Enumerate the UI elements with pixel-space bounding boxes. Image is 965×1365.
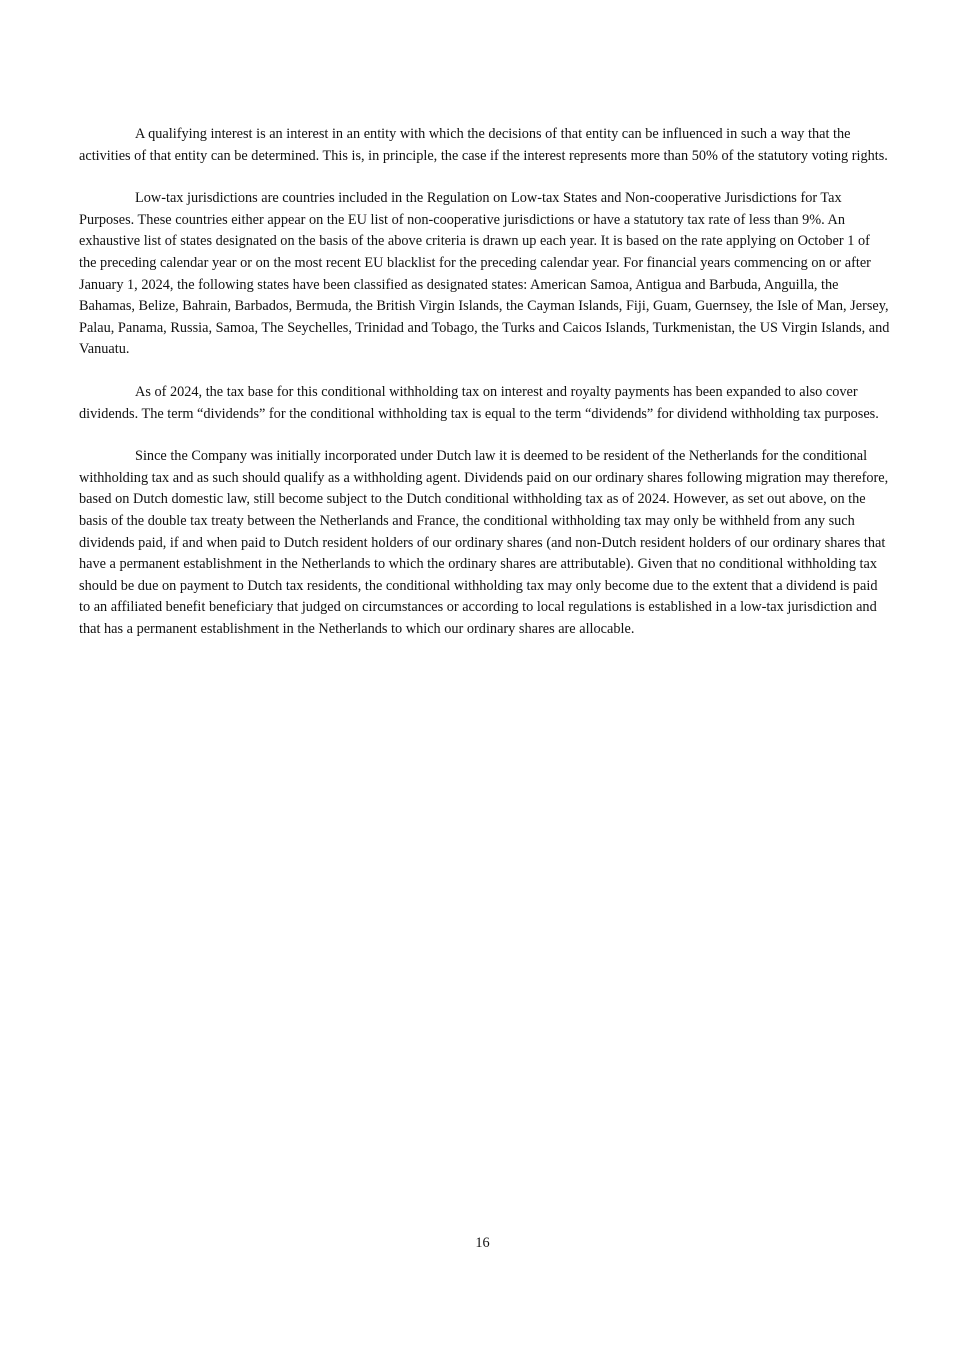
paragraph-low-tax-jurisdictions: Low-tax jurisdictions are countries included in the Regulation on Low-tax States and Non-cooperative Jurisdictions for Tax Purposes. These countries either appear on the EU list of non-cooperative jurisdictions or have a statutory tax rate of less than 9%. An exhaustive list of states designated on the basis of the above criteria is drawn up each year. It is based on the rate applying on October 1 of the preceding calendar year or on the most recent EU blacklist for the preceding calendar year. For financial years commencing on or after January 1, 2024, the following states have been classified as designated states: American Samoa, Antigua and Barbuda, Anguilla, the Bahamas, Belize, Bahrain, Barbados, Bermuda, the British Virgin Islands, the Cayman Islands, Fiji, Guam, Guernsey, the Isle of Man, Jersey, Palau, Panama, Russia, Samoa, The Seychelles, Trinidad and Tobago, the Turks and Caicos Islands, Turkmenistan, the US Virgin Islands, and Vanuatu. bbox=[79, 190, 890, 358]
paragraph-withholding-agent: Since the Company was initially incorporated under Dutch law it is deemed to be resident of the Netherlands for the conditional withholding tax and as such should qualify as a withholding agent. Dividends paid on our ordinary shares following migration may therefore, based on Dutch domestic law, still become subject to the Dutch conditional withholding tax as of 2024. However, as set out above, on the basis of the double tax treaty between the Netherlands and France, the conditional withholding tax may only be withheld from any such dividends paid, if and when paid to Dutch resident holders of our ordinary shares (and non-Dutch resident holders of our ordinary shares that have a permanent establishment in the Netherlands to which the ordinary shares are attributable). Given that no conditional withholding tax should be due on payment to Dutch tax residents, the conditional withholding tax may only become due to the extent that a dividend is paid to an affiliated benefit beneficiary that judged on circumstances or according to local regulations is established in a low-tax jurisdiction and that has a permanent establishment in the Netherlands to which our ordinary shares are allocable. bbox=[79, 448, 889, 637]
page-number: 16 bbox=[475, 1235, 490, 1251]
document-body bbox=[79, 124, 890, 661]
paragraph-qualifying-interest: A qualifying interest is an interest in an entity with which the decisions of that entity can be influenced in such a way that the activities of that entity can be determined. This is, in principle, the case if the interest represents more than 50% of the statutory voting rights. bbox=[79, 126, 888, 164]
paragraph-dividends-tax-base: As of 2024, the tax base for this conditional withholding tax on interest and royalty payments has been expanded to also cover dividends. The term “dividends” for the conditional withholding tax is equal to the term “dividends” for dividend withholding tax purposes. bbox=[79, 383, 879, 422]
